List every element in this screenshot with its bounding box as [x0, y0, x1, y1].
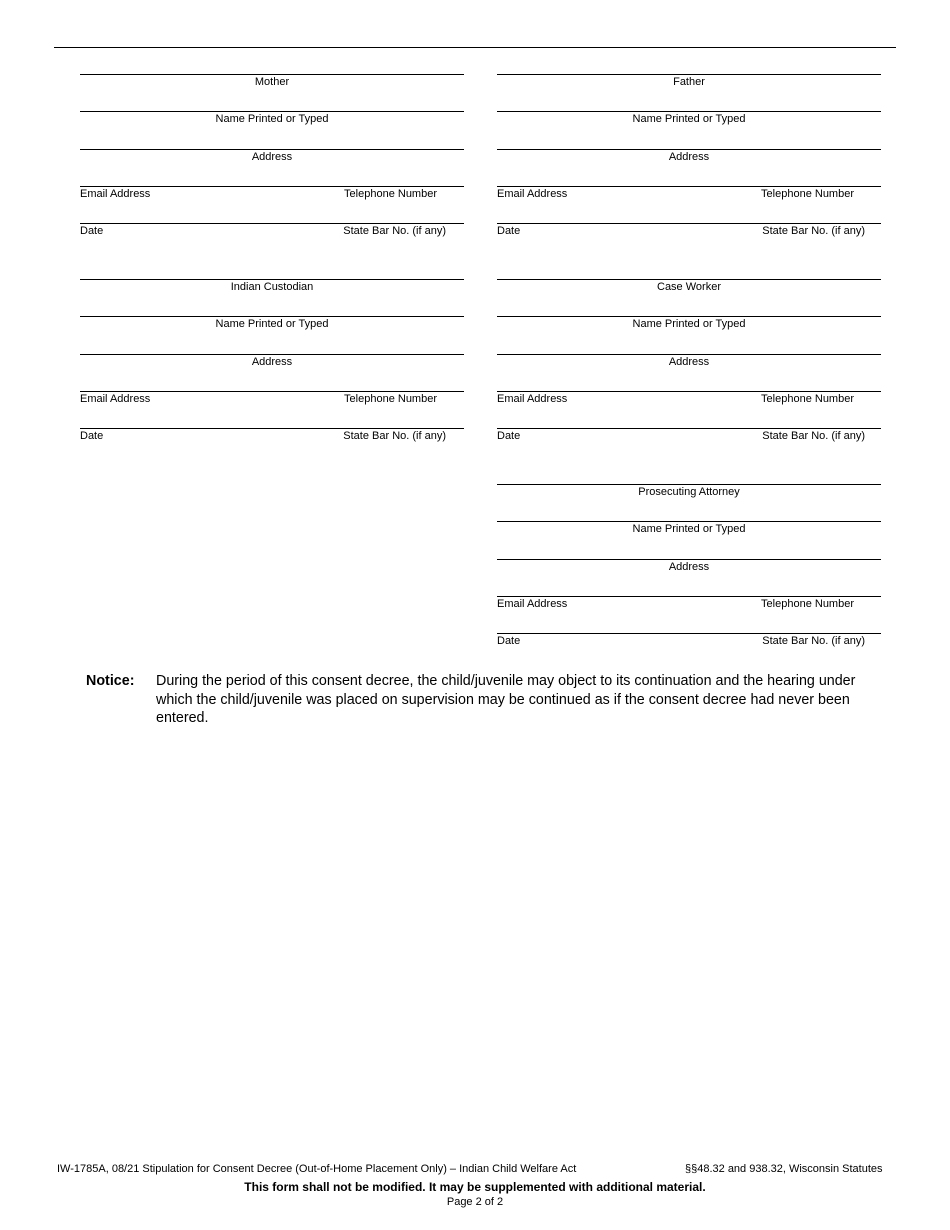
- footer-warning: This form shall not be modified. It may be supplemented with additional material.: [244, 1180, 706, 1194]
- name-label: Name Printed or Typed: [632, 113, 746, 126]
- footer-page-number: Page 2 of 2: [446, 1196, 504, 1208]
- date-label: Date: [497, 430, 521, 443]
- bar-number-label: State Bar No. (if any): [343, 225, 446, 238]
- date-label: Date: [80, 430, 104, 443]
- signature-block-case-worker: [497, 279, 881, 465]
- name-label: Name Printed or Typed: [632, 523, 746, 536]
- address-line[interactable]: [497, 559, 881, 596]
- signature-block-prosecuting-attorney: [497, 484, 881, 670]
- email-label: Email Address: [497, 187, 568, 200]
- signature-line[interactable]: [80, 74, 464, 111]
- date-bar-line[interactable]: [497, 428, 881, 465]
- signature-block-father: [497, 74, 881, 260]
- name-line[interactable]: [497, 521, 881, 558]
- signature-line[interactable]: [497, 484, 881, 521]
- footer-form-id: IW-1785A, 08/21 Stipulation for Consent Decree (Out-of-Home Placement Only) – Indian Child Welfare Act: [57, 1163, 577, 1175]
- notice-text: During the period of this consent decree, the child/juvenile may object to its continuation and the hearing under which the child/juvenile was placed on supervision may be continued as if the consent decree had never been entered.: [156, 673, 856, 727]
- telephone-label: Telephone Number: [344, 392, 437, 405]
- block-title: Father: [673, 76, 705, 88]
- email-label: Email Address: [497, 597, 568, 610]
- email-telephone-line[interactable]: [497, 186, 881, 223]
- email-telephone-line[interactable]: [80, 391, 464, 428]
- address-label: Address: [251, 355, 293, 368]
- email-label: Email Address: [80, 392, 151, 405]
- name-label: Name Printed or Typed: [215, 113, 329, 126]
- bar-number-label: State Bar No. (if any): [762, 635, 865, 648]
- footer-statutes: §§48.32 and 938.32, Wisconsin Statutes: [685, 1163, 883, 1175]
- date-bar-line[interactable]: [80, 428, 464, 465]
- signature-block-indian-custodian: [80, 279, 464, 465]
- email-label: Email Address: [80, 187, 151, 200]
- address-line[interactable]: [497, 149, 881, 186]
- email-telephone-line[interactable]: [80, 186, 464, 223]
- bar-number-label: State Bar No. (if any): [343, 430, 446, 443]
- name-line[interactable]: [497, 316, 881, 353]
- signature-line[interactable]: [497, 74, 881, 111]
- notice-label: Notice:: [86, 673, 135, 689]
- date-label: Date: [80, 225, 104, 238]
- telephone-label: Telephone Number: [344, 187, 437, 200]
- name-line[interactable]: [497, 111, 881, 148]
- name-label: Name Printed or Typed: [632, 318, 746, 331]
- block-title: Case Worker: [657, 281, 721, 293]
- email-telephone-line[interactable]: [497, 391, 881, 428]
- address-line[interactable]: [497, 354, 881, 391]
- telephone-label: Telephone Number: [761, 392, 854, 405]
- block-title: Prosecuting Attorney: [638, 486, 740, 498]
- telephone-label: Telephone Number: [761, 597, 854, 610]
- telephone-label: Telephone Number: [761, 187, 854, 200]
- date-bar-line[interactable]: [497, 633, 881, 670]
- top-rule: [54, 47, 896, 48]
- signature-line[interactable]: [497, 279, 881, 316]
- email-label: Email Address: [497, 392, 568, 405]
- bar-number-label: State Bar No. (if any): [762, 225, 865, 238]
- block-title: Indian Custodian: [230, 281, 314, 293]
- date-bar-line[interactable]: [497, 223, 881, 260]
- name-line[interactable]: [80, 316, 464, 353]
- block-title: Mother: [254, 76, 290, 88]
- email-telephone-line[interactable]: [497, 596, 881, 633]
- address-label: Address: [668, 355, 710, 368]
- address-label: Address: [251, 150, 293, 163]
- signature-block-mother: [80, 74, 464, 260]
- address-label: Address: [668, 150, 710, 163]
- address-line[interactable]: [80, 149, 464, 186]
- name-line[interactable]: [80, 111, 464, 148]
- date-label: Date: [497, 635, 521, 648]
- bar-number-label: State Bar No. (if any): [762, 430, 865, 443]
- date-bar-line[interactable]: [80, 223, 464, 260]
- address-line[interactable]: [80, 354, 464, 391]
- date-label: Date: [497, 225, 521, 238]
- address-label: Address: [668, 560, 710, 573]
- signature-line[interactable]: [80, 279, 464, 316]
- name-label: Name Printed or Typed: [215, 318, 329, 331]
